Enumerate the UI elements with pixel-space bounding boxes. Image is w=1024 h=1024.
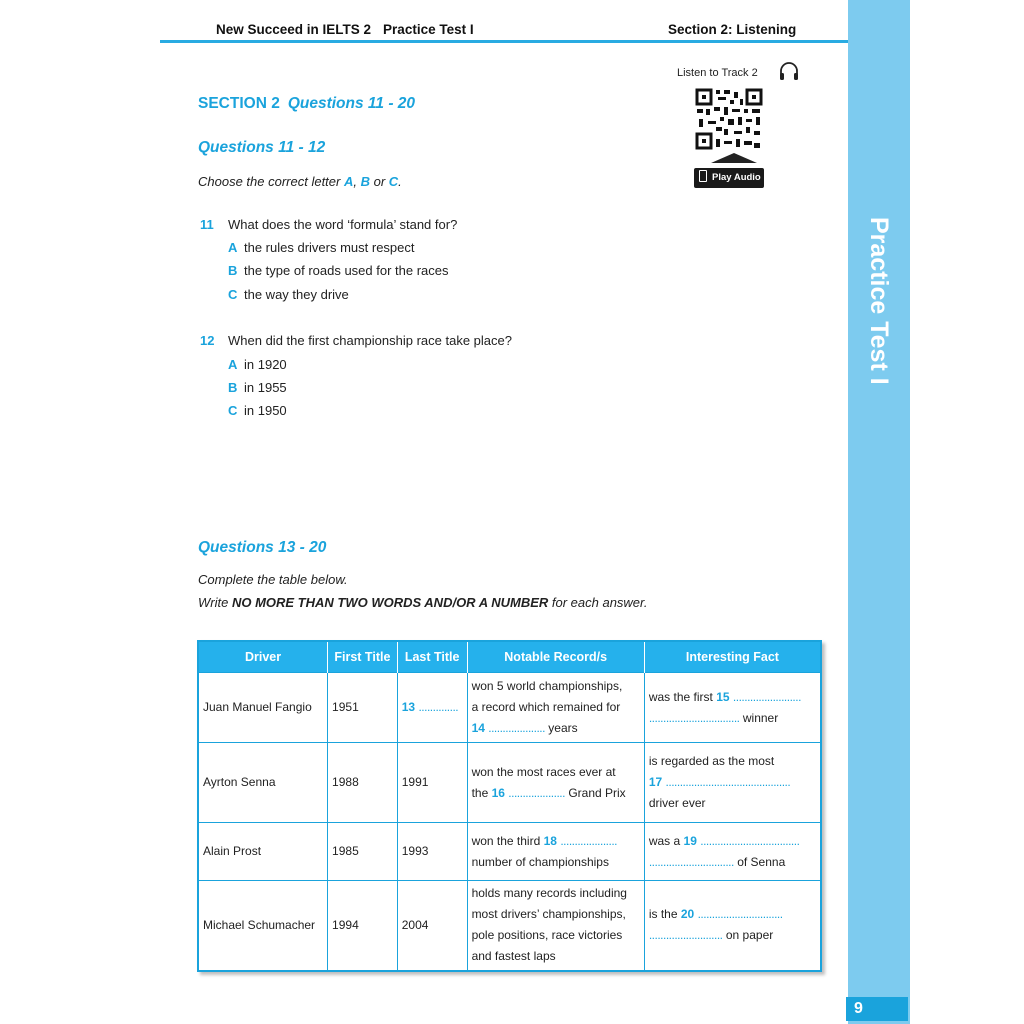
- word-limit: NO MORE THAN TWO WORDS AND/OR A NUMBER: [231, 595, 549, 610]
- separator: ,: [353, 174, 361, 189]
- record-cell: [467, 823, 644, 881]
- column-header: Interesting Fact: [644, 641, 821, 673]
- letter-a: A: [343, 174, 354, 189]
- column-header: First Title: [328, 641, 398, 673]
- play-audio-button[interactable]: [694, 168, 764, 188]
- answer-number: 14: [471, 721, 485, 735]
- question-12: [200, 333, 512, 348]
- table-row: [198, 673, 821, 743]
- answer-number: 17: [648, 775, 663, 789]
- headphones-icon: [778, 60, 800, 82]
- option-letter: B: [228, 380, 238, 395]
- answer-blank[interactable]: ...................................: [700, 833, 800, 848]
- answer-blank[interactable]: ....................: [488, 721, 545, 735]
- listen-label: Listen to Track 2: [677, 67, 758, 79]
- instruction-text: Choose the correct letter: [198, 174, 344, 189]
- option-12-b[interactable]: [228, 380, 287, 395]
- letter-c: C: [388, 174, 399, 189]
- word-limit-instruction: [198, 595, 648, 610]
- running-header-left: [216, 22, 474, 37]
- page-number: 9: [846, 997, 908, 1021]
- letter-b: B: [360, 174, 370, 189]
- question-number: 11: [200, 217, 214, 232]
- answer-number: 18: [543, 833, 557, 848]
- question-text: When did the first championship race take place?: [228, 333, 512, 348]
- record-text: won the most races ever at: [471, 764, 616, 779]
- questions-11-12-heading: Questions 11 - 12: [198, 139, 326, 156]
- option-11-a[interactable]: [228, 240, 415, 255]
- option-letter: A: [228, 240, 238, 255]
- option-text: in 1950: [244, 403, 287, 418]
- record-text: a record which remained for: [471, 700, 621, 714]
- fact-text: was a: [648, 833, 681, 848]
- section-label: SECTION 2: [198, 95, 280, 112]
- column-header: Notable Record/s: [467, 641, 644, 673]
- answer-number: 16: [491, 785, 505, 800]
- record-text: number of championships: [471, 854, 609, 869]
- fact-cell: [644, 743, 821, 823]
- option-text: the type of roads used for the races: [244, 263, 449, 278]
- play-audio-label: Play Audio: [712, 172, 761, 183]
- fact-cell: [644, 673, 821, 743]
- header-rule: [160, 40, 848, 43]
- qr-code-icon[interactable]: [694, 87, 764, 151]
- last-title-cell: 1993: [397, 823, 467, 881]
- side-tab: [848, 0, 910, 1024]
- fact-text: winner: [742, 710, 779, 725]
- table-row: [198, 881, 821, 971]
- complete-instruction: Complete the table below.: [198, 572, 348, 587]
- fact-text: driver ever: [648, 796, 706, 810]
- answer-blank[interactable]: ....................: [560, 833, 618, 848]
- question-number: 12: [200, 333, 215, 348]
- option-letter: C: [228, 287, 238, 302]
- first-title-cell: 1985: [328, 823, 398, 881]
- option-text: in 1955: [244, 380, 287, 395]
- table-header-row: [198, 641, 821, 673]
- option-12-a[interactable]: [228, 357, 287, 372]
- answer-blank[interactable]: ..............................: [648, 854, 734, 869]
- book-title: New Succeed in IELTS 2: [216, 22, 372, 37]
- record-cell: [467, 673, 644, 743]
- record-text: pole positions, race victories: [471, 928, 623, 943]
- option-letter: B: [228, 263, 238, 278]
- option-11-b[interactable]: [228, 263, 449, 278]
- record-text: and fastest laps: [471, 949, 556, 964]
- driver-cell: Ayrton Senna: [198, 743, 328, 823]
- choose-instruction: [198, 174, 402, 189]
- answer-blank[interactable]: ................................: [648, 710, 740, 725]
- first-title-cell: 1951: [328, 673, 398, 743]
- answer-blank[interactable]: ........................: [732, 689, 801, 704]
- answer-blank[interactable]: ..............................: [697, 907, 783, 922]
- question-text: What does the word ‘formula’ stand for?: [228, 217, 458, 232]
- instruction-text: for each answer.: [548, 595, 648, 610]
- driver-cell: Michael Schumacher: [198, 881, 328, 971]
- record-text: the: [471, 785, 489, 800]
- test-title: Practice Test I: [383, 22, 474, 37]
- fact-text: of Senna: [737, 854, 786, 869]
- last-title-cell: 2004: [397, 881, 467, 971]
- side-tab-title: [864, 217, 894, 283]
- option-letter: C: [228, 403, 238, 418]
- column-header: Last Title: [397, 641, 467, 673]
- period: .: [398, 174, 402, 189]
- record-cell: [467, 743, 644, 823]
- driver-cell: Juan Manuel Fangio: [198, 673, 328, 743]
- answer-blank[interactable]: ..........................: [648, 928, 723, 943]
- first-title-cell: 1994: [328, 881, 398, 971]
- fact-text: is regarded as the most: [648, 754, 775, 768]
- option-12-c[interactable]: [228, 403, 287, 418]
- table-row: [198, 743, 821, 823]
- fact-text: on paper: [725, 928, 774, 943]
- option-11-c[interactable]: [228, 287, 349, 302]
- separator: or: [369, 174, 389, 189]
- fact-text: was the first: [648, 689, 713, 704]
- record-text: years: [548, 721, 578, 735]
- answer-number: 20: [680, 907, 695, 922]
- answer-number: 15: [716, 689, 730, 704]
- section-heading: [198, 95, 415, 113]
- answer-blank[interactable]: ..............: [418, 700, 459, 714]
- option-letter: A: [228, 357, 238, 372]
- fact-cell: [644, 823, 821, 881]
- instruction-text: Write: [198, 595, 232, 610]
- driver-cell: Alain Prost: [198, 823, 328, 881]
- record-text: won the third: [471, 833, 541, 848]
- section-title: Section 2: Listening: [668, 22, 797, 37]
- last-title-cell[interactable]: [397, 673, 467, 743]
- questions-13-20-heading: Questions 13 - 20: [198, 539, 327, 556]
- answer-blank[interactable]: ....................: [508, 785, 565, 800]
- drivers-table: [197, 640, 822, 972]
- fact-text: is the: [648, 907, 678, 922]
- fact-cell: [644, 881, 821, 971]
- phone-icon: [699, 170, 707, 182]
- section-range: Questions 11 - 20: [287, 95, 416, 112]
- record-text: Grand Prix: [568, 785, 626, 800]
- first-title-cell: 1988: [328, 743, 398, 823]
- option-text: the way they drive: [244, 287, 349, 302]
- arrow-up-icon: [711, 153, 757, 163]
- last-title-cell: 1991: [397, 743, 467, 823]
- answer-number: 19: [683, 833, 697, 848]
- option-text: in 1920: [244, 357, 287, 372]
- answer-blank[interactable]: ............................................: [665, 775, 791, 789]
- option-text: the rules drivers must respect: [244, 240, 415, 255]
- record-text: won 5 world championships,: [471, 679, 623, 693]
- table-row: [198, 823, 821, 881]
- answer-number: 13: [401, 700, 416, 714]
- record-text: most drivers’ championships,: [471, 907, 626, 922]
- column-header: Driver: [198, 641, 328, 673]
- record-text: holds many records including: [471, 886, 627, 901]
- record-cell: [467, 881, 644, 971]
- question-11: [200, 217, 457, 232]
